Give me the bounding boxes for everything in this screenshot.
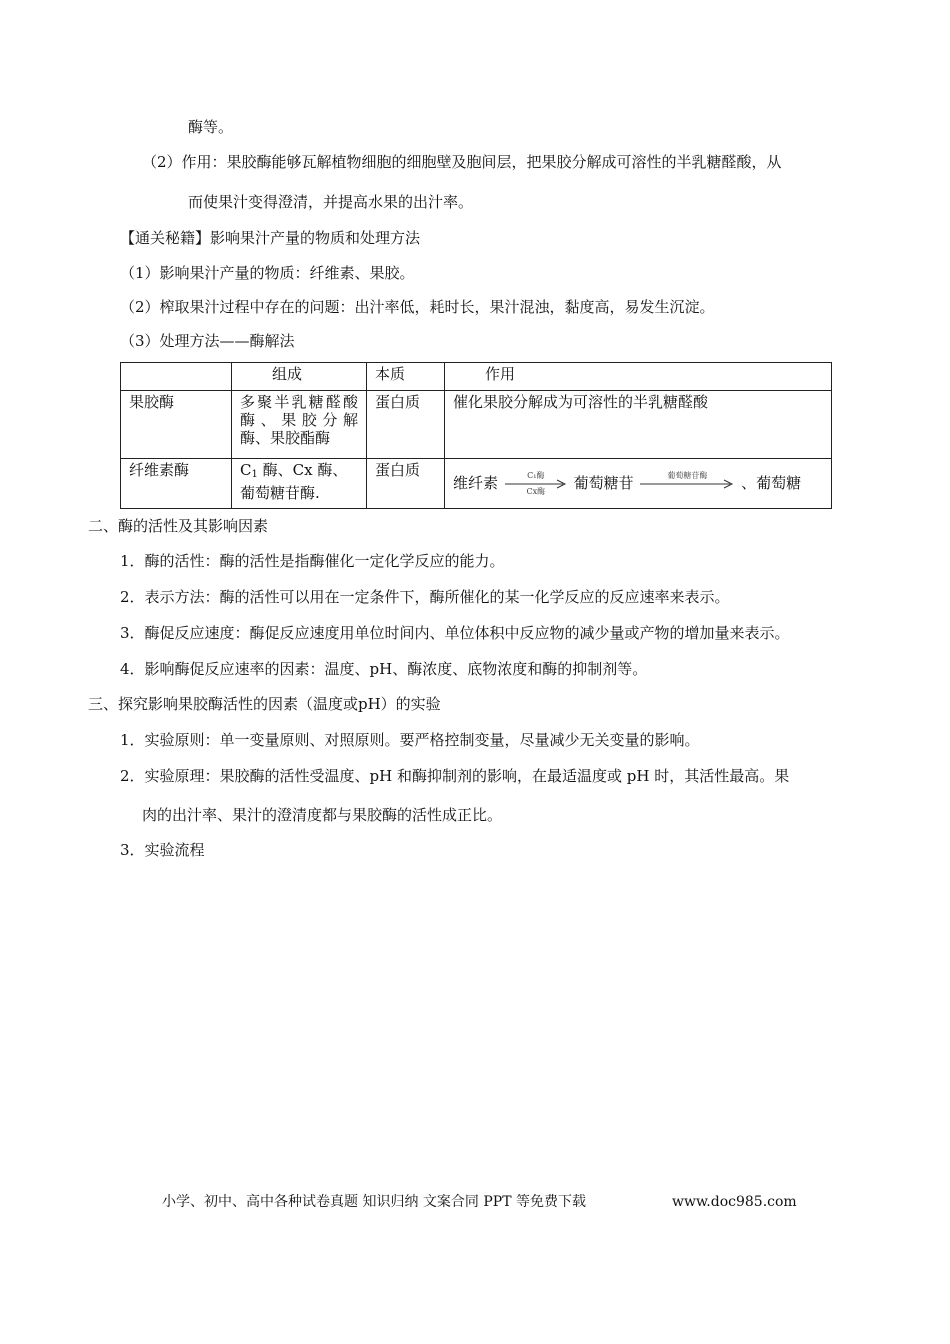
tips-item-2: （2）榨取果汁过程中存在的问题：出汁率低，耗时长，果汁混浊，黏度高，易发生沉淀。 bbox=[120, 298, 715, 316]
pectinase-nature: 蛋白质 bbox=[367, 391, 445, 459]
tips-item-3: （3）处理方法——酶解法 bbox=[120, 332, 295, 350]
section3-item-2-cont: 肉的出汁率、果汁的澄清度都与果胶酶的活性成正比。 bbox=[142, 806, 503, 824]
cellulase-name: 纤维素酶 bbox=[121, 459, 232, 509]
header-cell-empty bbox=[121, 363, 232, 391]
header-cell-function: 作用 bbox=[445, 363, 832, 391]
table-header-row bbox=[121, 363, 832, 391]
footer-text: 小学、初中、高中各种试卷真题 知识归纳 文案合同 PPT 等免费下载 bbox=[162, 1194, 586, 1210]
arrow-1-top-label: C₁酶 bbox=[527, 471, 545, 480]
section2-item-2: 2．表示方法：酶的活性可以用在一定条件下，酶所催化的某一化学反应的反应速率来表示。 bbox=[120, 588, 730, 606]
cellulase-function bbox=[445, 459, 832, 509]
pectinase-name: 果胶酶 bbox=[121, 391, 232, 459]
section3-title: 三、探究影响果胶酶活性的因素（温度或pH）的实验 bbox=[88, 695, 441, 713]
cellulase-comp-line2: 葡萄糖苷酶. bbox=[240, 484, 320, 502]
tips-title: 【通关秘籍】影响果汁产量的物质和处理方法 bbox=[120, 229, 421, 247]
section2-item-1: 1．酶的活性：酶的活性是指酶催化一定化学反应的能力。 bbox=[120, 552, 505, 570]
pectinase-composition: 多聚半乳糖醛酸酶、果胶分解酶、果胶酯酶 bbox=[232, 391, 367, 459]
header-cell-nature: 本质 bbox=[367, 363, 445, 391]
pectinase-function: 催化果胶分解成为可溶性的半乳糖醛酸 bbox=[445, 391, 832, 459]
fn-start: 维纤素 bbox=[453, 474, 499, 492]
table-row bbox=[121, 391, 832, 459]
cellulase-comp-c: C bbox=[240, 461, 252, 479]
arrow-2 bbox=[638, 471, 736, 497]
arrow-1 bbox=[503, 471, 569, 497]
section3-item-3: 3．实验流程 bbox=[120, 841, 205, 859]
section3-item-1: 1．实验原则：单一变量原则、对照原则。要严格控制变量，尽量减少无关变量的影响。 bbox=[120, 731, 700, 749]
section3-item-2: 2．实验原理：果胶酶的活性受温度、pH 和酶抑制剂的影响，在最适温度或 pH 时，其活性最高。果 bbox=[120, 767, 790, 785]
intro-line-1: 酶等。 bbox=[188, 118, 234, 136]
fn-mid: 葡萄糖苷 bbox=[573, 474, 634, 492]
cellulase-comp-rest: 酶、Cx 酶、 bbox=[262, 461, 348, 479]
cellulase-nature: 蛋白质 bbox=[367, 459, 445, 509]
intro-line-3: 而使果汁变得澄清，并提高水果的出汁率。 bbox=[188, 193, 474, 211]
section2-title: 二、酶的活性及其影响因素 bbox=[88, 517, 269, 535]
footer-url[interactable]: www.doc985.com bbox=[672, 1194, 797, 1210]
section2-item-4: 4．影响酶促反应速率的因素：温度、pH、酶浓度、底物浓度和酶的抑制剂等。 bbox=[120, 660, 648, 678]
enzyme-table bbox=[120, 362, 832, 509]
header-cell-composition: 组成 bbox=[232, 363, 367, 391]
cellulase-composition bbox=[232, 459, 367, 509]
arrow-2-top-label: 葡萄糖苷酶 bbox=[667, 471, 708, 480]
cellulase-comp-sub: 1 bbox=[251, 469, 258, 480]
section2-item-3: 3．酶促反应速度：酶促反应速度用单位时间内、单位体积中反应物的减少量或产物的增加量来表示。 bbox=[120, 624, 790, 642]
table-row bbox=[121, 459, 832, 509]
fn-end: 、葡萄糖 bbox=[741, 474, 802, 492]
intro-line-2: （2）作用：果胶酶能够瓦解植物细胞的细胞壁及胞间层，把果胶分解成可溶性的半乳糖醛酸，从 bbox=[142, 153, 782, 171]
tips-item-1: （1）影响果汁产量的物质：纤维素、果胶。 bbox=[120, 264, 415, 282]
arrow-1-bottom-label: Cx酶 bbox=[526, 487, 546, 496]
